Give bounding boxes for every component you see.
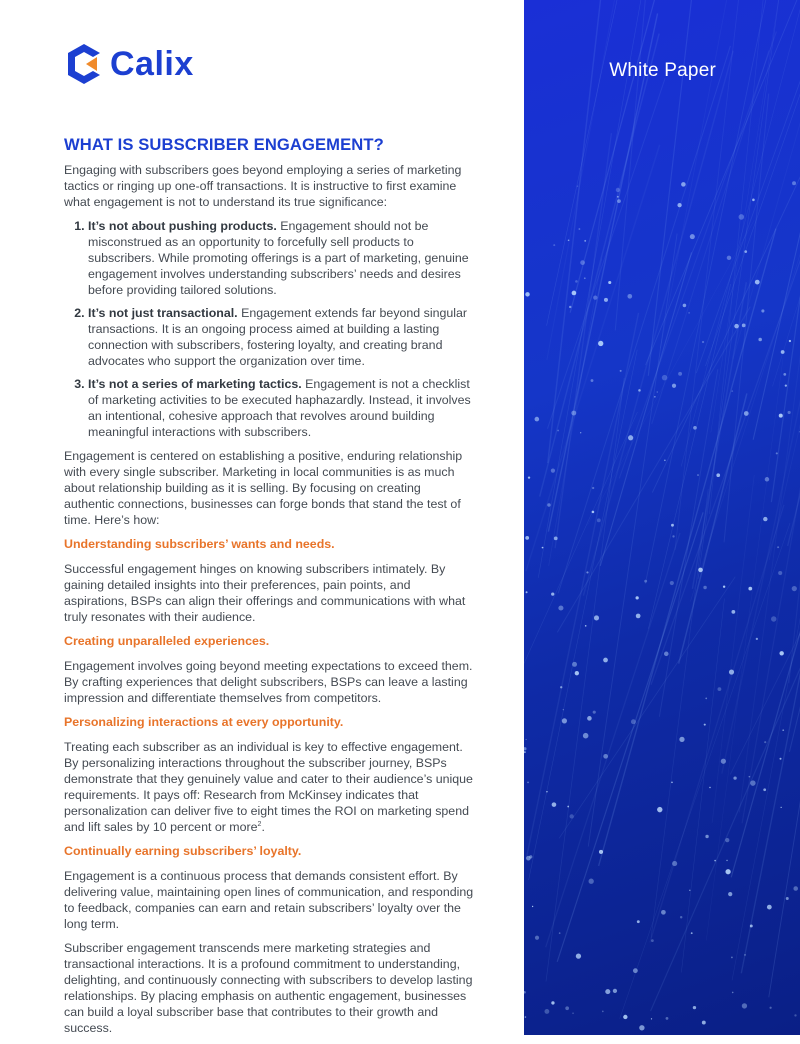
list-item bbox=[88, 218, 474, 298]
list-item-text: Engagement is not a checklist of marketing activities to be executed haphazardly. Instead, it involves an intentional, cohesive approach that revolves around building meaningful interactions with subscribers. bbox=[88, 377, 471, 439]
section-body: Successful engagement hinges on knowing subscribers intimately. By gaining detailed insights into their preferences, pain points, and aspirations, BSPs can align their offerings and communications with what truly resonates with their audience. bbox=[64, 562, 466, 624]
document-type-label: White Paper bbox=[609, 60, 716, 81]
article bbox=[64, 137, 474, 1044]
list-item bbox=[88, 305, 474, 369]
list-item-text: Engagement should not be misconstrued as an opportunity to forcefully sell products to subscribers. While promoting offerings is a part of marketing, genuine engagement involves understanding subscribers’ needs and desires before providing tailored solutions. bbox=[88, 219, 469, 297]
article-title: WHAT IS SUBSCRIBER ENGAGEMENT? bbox=[64, 135, 384, 154]
section-body-end: . bbox=[261, 820, 265, 834]
fiber-optic-panel bbox=[524, 0, 800, 1035]
section-body: Engagement involves going beyond meeting expectations to exceed them. By crafting experiences that delight subscribers, BSPs can leave a lasting impression and differentiate themselves from competitors. bbox=[64, 659, 473, 705]
logo-wordmark: Calix bbox=[110, 44, 194, 83]
intro-paragraph: Engaging with subscribers goes beyond employing a series of marketing tactics or ringing up one-off transactions. It is instructive to first examine what engagement is not to understand its true significance: bbox=[64, 163, 462, 209]
calix-logo-icon bbox=[64, 42, 104, 86]
section-heading: Creating unparalleled experiences. bbox=[64, 634, 270, 648]
section-heading: Continually earning subscribers’ loyalty. bbox=[64, 844, 302, 858]
list-item-lead: It’s not just transactional. bbox=[88, 306, 238, 320]
section-heading: Understanding subscribers’ wants and needs. bbox=[64, 537, 335, 551]
section-body: Engagement is a continuous process that demands consistent effort. By delivering value, maintaining open lines of communication, and responding to feedback, companies can earn and retain subscribers’ loyalty over the long term. bbox=[64, 869, 474, 931]
calix-logo bbox=[64, 42, 194, 86]
section-body bbox=[64, 739, 474, 835]
footnote-ref: 2 bbox=[257, 820, 262, 828]
section-heading: Personalizing interactions at every opportunity. bbox=[64, 715, 344, 729]
bridge-paragraph: Engagement is centered on establishing a positive, enduring relationship with every single subscriber. Marketing in local communities is as much about relationship building as it is selling. By focusing on creating authentic connections, businesses can forge bonds that stand the test of time. Here’s how: bbox=[64, 449, 463, 527]
not-engagement-list bbox=[64, 218, 474, 440]
fiber-optic-image bbox=[524, 0, 800, 1035]
list-item-lead: It’s not a series of marketing tactics. bbox=[88, 377, 302, 391]
list-item-text: Engagement extends far beyond singular transactions. It is an ongoing process aimed at building a lasting connection with subscribers, fostering loyalty, and creating brand advocates who support the organization over time. bbox=[88, 306, 468, 368]
section-body-text: Treating each subscriber as an individual is key to effective engagement. By personalizing interactions throughout the subscriber journey, BSPs demonstrate that they genuinely value and cater to their audience’s unique requirements. It pays off: Research from McKinsey indicates that personalization can deliver five to eight times the ROI on marketing spend and lift sales by 10 percent or more bbox=[64, 740, 473, 834]
closing-paragraph: Subscriber engagement transcends mere marketing strategies and transactional interactions. It is a profound commitment to understanding, delighting, and continuously connecting with subscribers to develop lasting relationships. By placing emphasis on authentic engagement, businesses can build a loyal subscriber base that contributes to their growth and success. bbox=[64, 941, 473, 1035]
list-item-lead: It’s not about pushing products. bbox=[88, 219, 277, 233]
list-item bbox=[88, 376, 474, 440]
